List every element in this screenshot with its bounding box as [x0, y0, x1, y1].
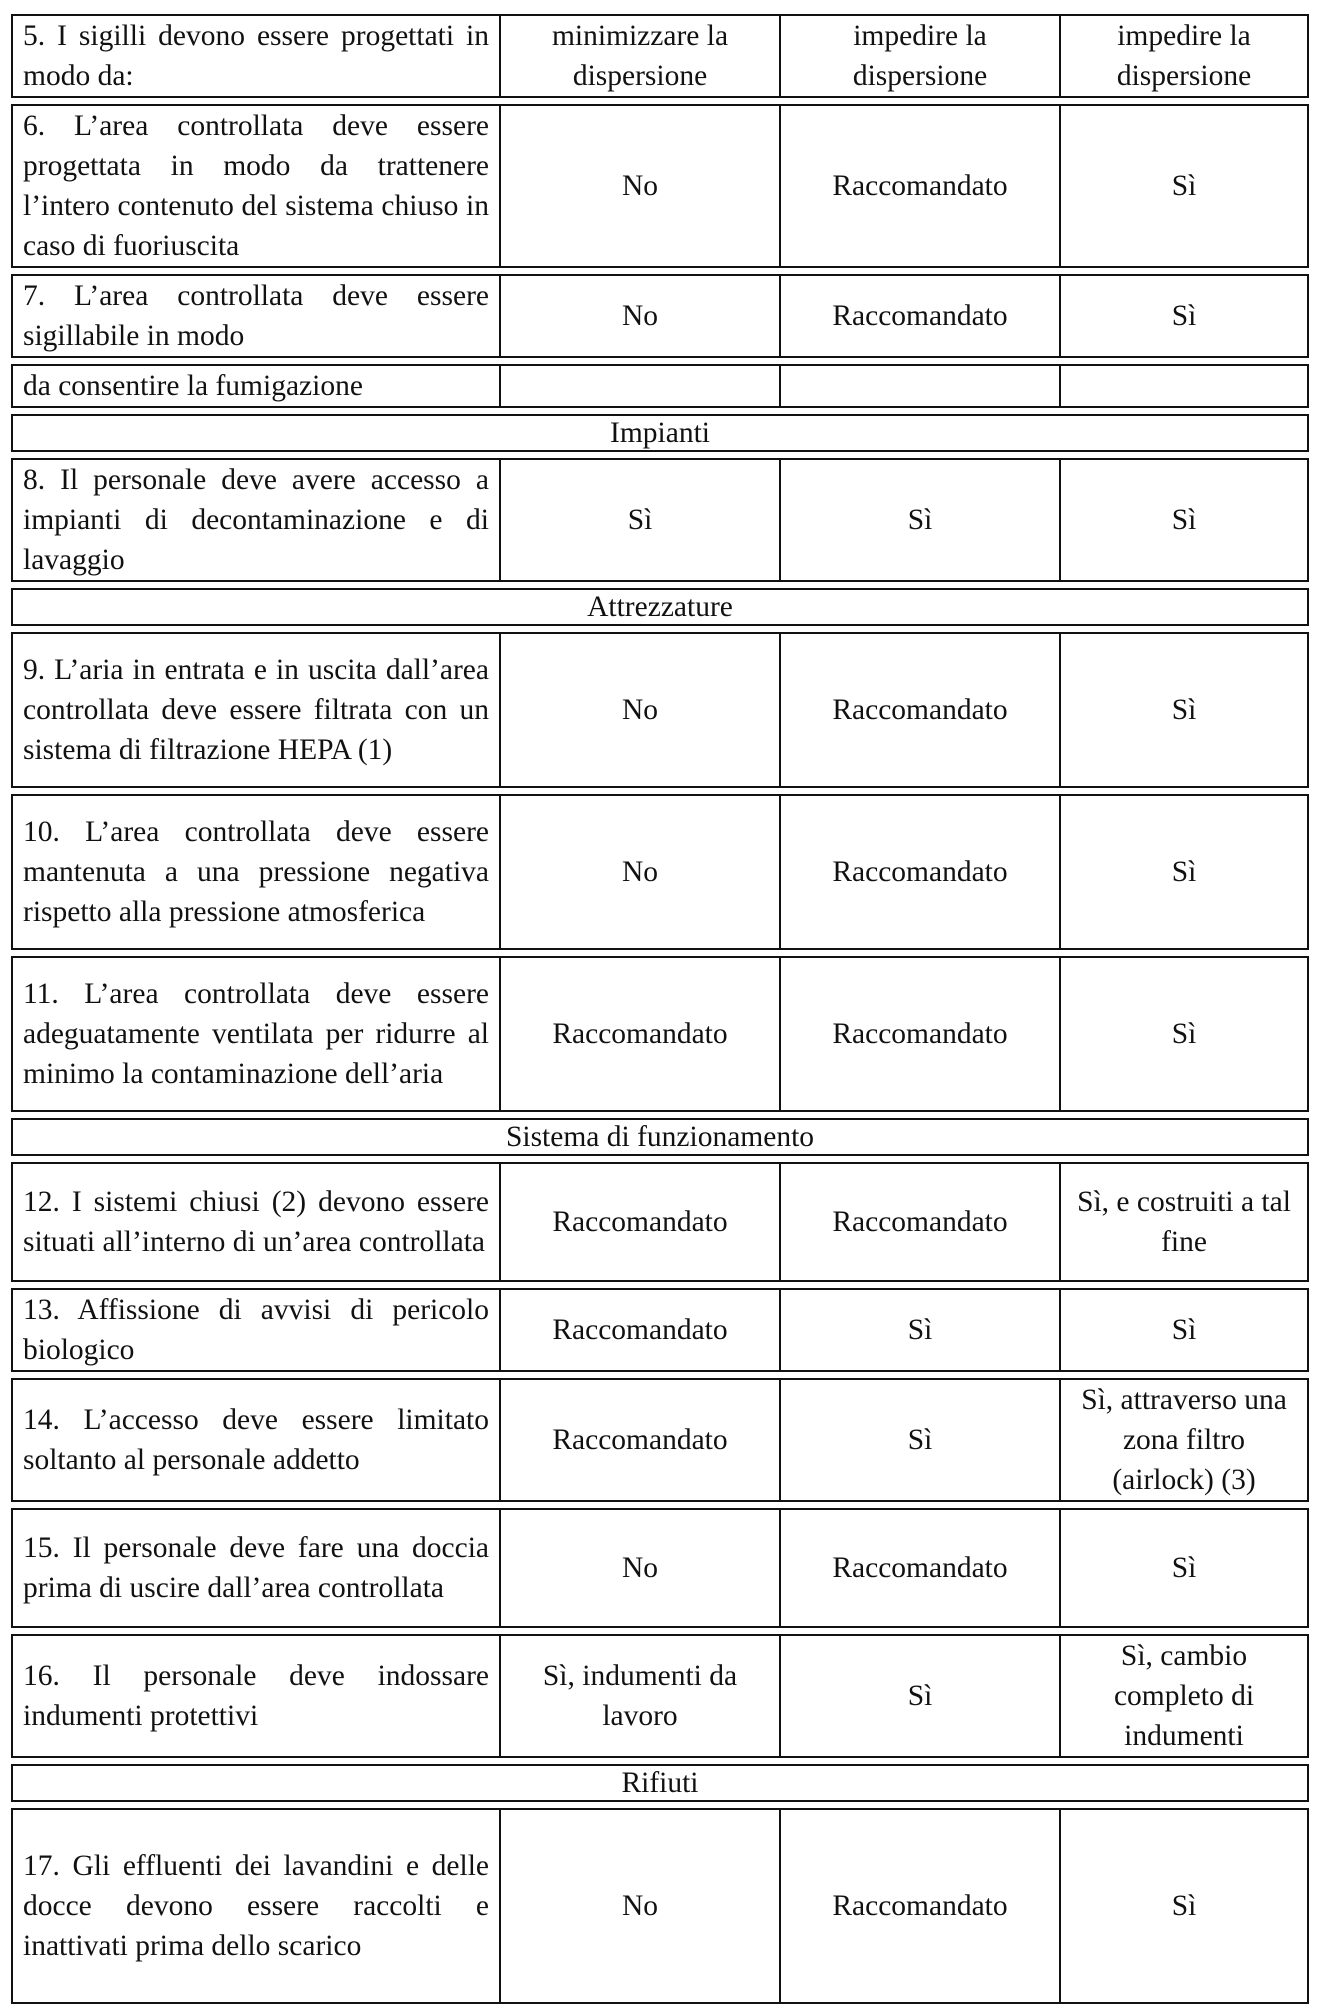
containment-level-2-cell: Sì: [781, 1288, 1061, 1372]
containment-level-1-cell: No: [501, 274, 781, 358]
containment-level-1-cell: No: [501, 632, 781, 788]
containment-level-3-cell: impedire la dispersione: [1061, 14, 1309, 98]
requirement-cell: 10. L’area controllata deve essere mantenuta a una pressione negativa rispetto alla pressione atmosferica: [11, 794, 501, 950]
table-row: [11, 632, 1309, 788]
containment-level-1-cell: Raccomandato: [501, 1288, 781, 1372]
containment-level-3-cell: Sì: [1061, 794, 1309, 950]
table-row: [11, 14, 1309, 98]
table-row: [11, 794, 1309, 950]
containment-level-3-cell: Sì: [1061, 274, 1309, 358]
containment-level-3-cell: Sì: [1061, 956, 1309, 1112]
table-row: [11, 1378, 1309, 1502]
requirement-cell: 5. I sigilli devono essere progettati in modo da:: [11, 14, 501, 98]
containment-level-2-cell: Sì: [781, 1634, 1061, 1758]
containment-level-3-cell: Sì, attraverso una zona filtro (airlock) (3): [1061, 1378, 1309, 1502]
table-row: [11, 1634, 1309, 1758]
table-row: [11, 1288, 1309, 1372]
containment-level-1-cell: No: [501, 1508, 781, 1628]
section-title: Rifiuti: [11, 1764, 1309, 1802]
containment-level-1-cell: Raccomandato: [501, 1378, 781, 1502]
requirement-cell: 13. Affissione di avvisi di pericolo biologico: [11, 1288, 501, 1372]
requirement-cell: da consentire la fumigazione: [11, 364, 501, 408]
containment-level-2-cell: Raccomandato: [781, 1808, 1061, 2004]
requirement-cell: 9. L’aria in entrata e in uscita dall’area controllata deve essere filtrata con un sistema di filtrazione HEPA (1): [11, 632, 501, 788]
section-title: Sistema di funzionamento: [11, 1118, 1309, 1156]
section-header-row: [11, 414, 1309, 452]
containment-level-1-cell: [501, 364, 781, 408]
section-title: Impianti: [11, 414, 1309, 452]
containment-level-1-cell: minimizzare la dispersione: [501, 14, 781, 98]
table-row: [11, 1808, 1309, 2004]
table-body: [11, 14, 1309, 2004]
requirement-cell: 15. Il personale deve fare una doccia prima di uscire dall’area controllata: [11, 1508, 501, 1628]
requirement-cell: 12. I sistemi chiusi (2) devono essere situati all’interno di un’area controllata: [11, 1162, 501, 1282]
containment-level-3-cell: Sì: [1061, 632, 1309, 788]
containment-level-2-cell: Raccomandato: [781, 104, 1061, 268]
containment-level-2-cell: Raccomandato: [781, 274, 1061, 358]
table-row: [11, 364, 1309, 408]
containment-level-2-cell: impedire la dispersione: [781, 14, 1061, 98]
section-header-row: [11, 1764, 1309, 1802]
containment-level-2-cell: Raccomandato: [781, 1508, 1061, 1628]
requirement-cell: 8. Il personale deve avere accesso a impianti di decontaminazione e di lavaggio: [11, 458, 501, 582]
containment-level-2-cell: Raccomandato: [781, 632, 1061, 788]
containment-level-2-cell: Raccomandato: [781, 956, 1061, 1112]
containment-level-1-cell: Sì: [501, 458, 781, 582]
containment-level-1-cell: No: [501, 794, 781, 950]
containment-level-1-cell: No: [501, 104, 781, 268]
containment-level-1-cell: Raccomandato: [501, 1162, 781, 1282]
containment-level-2-cell: Raccomandato: [781, 1162, 1061, 1282]
containment-level-3-cell: Sì: [1061, 458, 1309, 582]
table-row: [11, 1162, 1309, 1282]
containment-level-2-cell: [781, 364, 1061, 408]
containment-level-3-cell: Sì: [1061, 1508, 1309, 1628]
containment-level-1-cell: Raccomandato: [501, 956, 781, 1112]
containment-requirements-table: [11, 8, 1309, 2010]
section-header-row: [11, 588, 1309, 626]
requirement-cell: 6. L’area controllata deve essere progettata in modo da trattenere l’intero contenuto del sistema chiuso in caso di fuoriuscita: [11, 104, 501, 268]
containment-level-3-cell: Sì: [1061, 104, 1309, 268]
containment-level-3-cell: Sì, cambio completo di indumenti: [1061, 1634, 1309, 1758]
table-row: [11, 274, 1309, 358]
containment-level-2-cell: Sì: [781, 1378, 1061, 1502]
containment-level-2-cell: Raccomandato: [781, 794, 1061, 950]
containment-level-3-cell: Sì: [1061, 1288, 1309, 1372]
requirement-cell: 11. L’area controllata deve essere adeguatamente ventilata per ridurre al minimo la contaminazione dell’aria: [11, 956, 501, 1112]
containment-level-3-cell: Sì: [1061, 1808, 1309, 2004]
table-row: [11, 956, 1309, 1112]
section-header-row: [11, 1118, 1309, 1156]
containment-level-2-cell: Sì: [781, 458, 1061, 582]
table-row: [11, 104, 1309, 268]
containment-level-1-cell: No: [501, 1808, 781, 2004]
containment-level-3-cell: Sì, e costruiti a tal fine: [1061, 1162, 1309, 1282]
containment-level-1-cell: Sì, indumenti da lavoro: [501, 1634, 781, 1758]
table-row: [11, 458, 1309, 582]
section-title: Attrezzature: [11, 588, 1309, 626]
requirement-cell: 7. L’area controllata deve essere sigillabile in modo: [11, 274, 501, 358]
requirement-cell: 17. Gli effluenti dei lavandini e delle docce devono essere raccolti e inattivati prima dello scarico: [11, 1808, 501, 2004]
requirement-cell: 14. L’accesso deve essere limitato soltanto al personale addetto: [11, 1378, 501, 1502]
containment-level-3-cell: [1061, 364, 1309, 408]
requirement-cell: 16. Il personale deve indossare indumenti protettivi: [11, 1634, 501, 1758]
table-row: [11, 1508, 1309, 1628]
